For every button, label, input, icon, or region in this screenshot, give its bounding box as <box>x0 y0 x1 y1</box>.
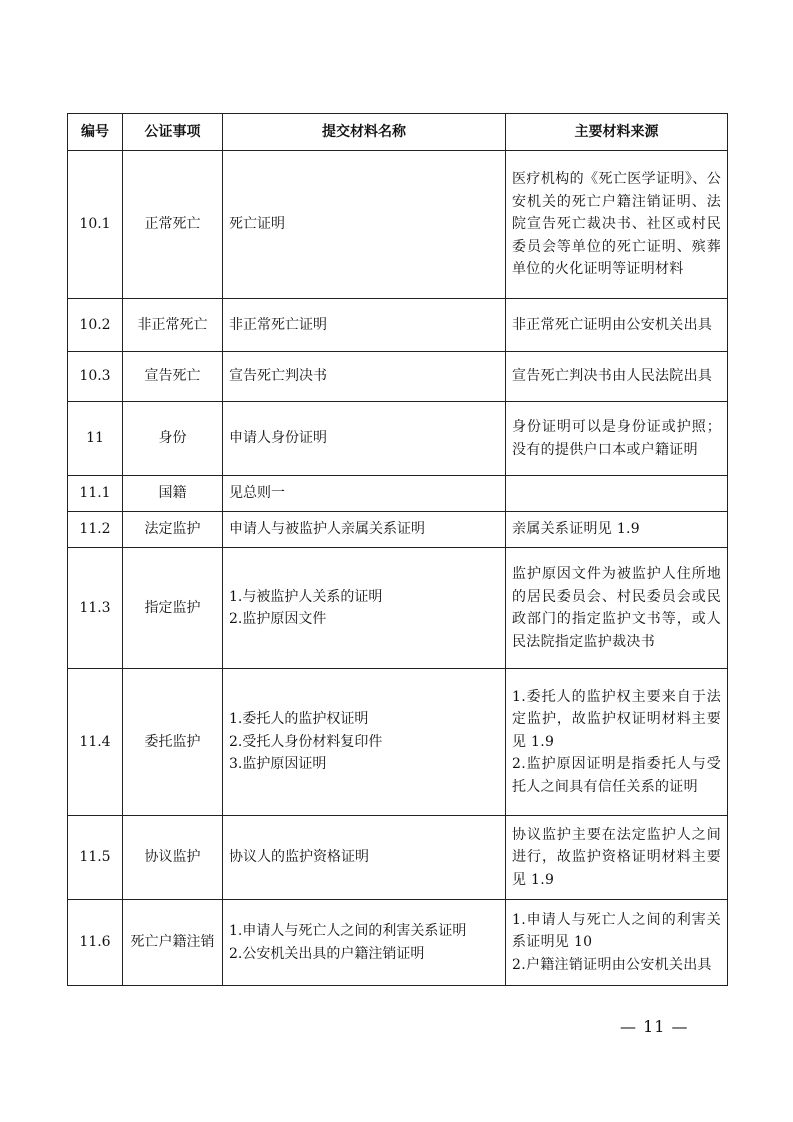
notarial-item: 国籍 <box>123 476 223 512</box>
row-number: 10.2 <box>68 299 123 352</box>
source-line: 亲属关系证明见 1.9 <box>512 521 641 538</box>
material-line: 2.公安机关出具的户籍注销证明 <box>229 945 425 962</box>
source-cell <box>506 151 728 299</box>
header-source: 主要材料来源 <box>506 114 728 151</box>
source-cell <box>506 669 728 816</box>
notarial-item: 身份 <box>123 402 223 476</box>
table-row <box>68 512 728 548</box>
source-line: 1.申请人与死亡人之间的利害关系证明见 10 <box>512 911 721 951</box>
table-row <box>68 402 728 476</box>
header-materials: 提交材料名称 <box>223 114 506 151</box>
source-line: 2.监护原因证明是指委托人与受托人之间具有信任关系的证明 <box>512 756 721 795</box>
materials-cell <box>223 669 506 816</box>
source-cell <box>506 476 728 512</box>
row-number: 10.1 <box>68 151 123 299</box>
materials-cell <box>223 816 506 900</box>
materials-cell <box>223 402 506 476</box>
materials-cell <box>223 299 506 352</box>
header-item: 公证事项 <box>123 114 223 151</box>
material-line: 1.与被监护人关系的证明 <box>229 588 383 605</box>
table-row <box>68 151 728 299</box>
row-number: 11 <box>68 402 123 476</box>
source-line: 监护原因文件为被监护人住所地的居民委员会、村民委员会或民政部门的指定监护文书等，或人民法院指定监护裁决书 <box>512 566 721 650</box>
material-line: 3.监护原因证明 <box>229 756 327 773</box>
source-line: 协议监护主要在法定监护人之间进行，故监护资格证明材料主要见 1.9 <box>512 826 721 888</box>
source-cell <box>506 548 728 669</box>
row-number: 10.3 <box>68 352 123 402</box>
table-row <box>68 476 728 512</box>
table-row <box>68 352 728 402</box>
table-row <box>68 816 728 900</box>
notarial-item: 协议监护 <box>123 816 223 900</box>
row-number: 11.2 <box>68 512 123 548</box>
source-line: 身份证明可以是身份证或护照；没有的提供户口本或户籍证明 <box>512 419 721 458</box>
source-line: 医疗机构的《死亡医学证明》、公安机关的死亡户籍注销证明、法院宣告死亡裁决书、社区或村民委员会等单位的死亡证明、殡葬单位的火化证明等证明材料 <box>512 171 721 278</box>
source-cell <box>506 900 728 986</box>
table-header-row <box>68 114 728 151</box>
source-line: 非正常死亡证明由公安机关出具 <box>512 316 713 333</box>
materials-cell <box>223 476 506 512</box>
material-line: 2.受托人身份材料复印件 <box>229 733 383 750</box>
row-number: 11.4 <box>68 669 123 816</box>
materials-table <box>67 113 728 986</box>
material-line: 申请人与被监护人亲属关系证明 <box>229 521 425 538</box>
source-cell <box>506 816 728 900</box>
material-line: 协议人的监护资格证明 <box>229 849 369 866</box>
materials-cell <box>223 512 506 548</box>
table-body <box>68 151 728 986</box>
notarial-item: 宣告死亡 <box>123 352 223 402</box>
material-line: 申请人身份证明 <box>229 430 327 447</box>
table-row <box>68 548 728 669</box>
notarial-item: 非正常死亡 <box>123 299 223 352</box>
material-line: 1.委托人的监护权证明 <box>229 711 369 728</box>
notarial-item: 死亡户籍注销 <box>123 900 223 986</box>
notarial-item: 正常死亡 <box>123 151 223 299</box>
material-line: 2.监护原因文件 <box>229 611 327 627</box>
materials-cell <box>223 352 506 402</box>
materials-cell <box>223 151 506 299</box>
notarial-item: 指定监护 <box>123 548 223 669</box>
materials-cell <box>223 900 506 986</box>
row-number: 11.1 <box>68 476 123 512</box>
source-cell <box>506 512 728 548</box>
source-line: 1.委托人的监护权主要来自于法定监护，故监护权证明材料主要见 1.9 <box>512 688 721 750</box>
material-line: 宣告死亡判决书 <box>229 368 327 385</box>
row-number: 11.3 <box>68 548 123 669</box>
row-number: 11.6 <box>68 900 123 986</box>
table-row <box>68 299 728 352</box>
material-line: 死亡证明 <box>229 216 285 233</box>
row-number: 11.5 <box>68 816 123 900</box>
table-row <box>68 900 728 986</box>
source-cell <box>506 352 728 402</box>
source-line: 宣告死亡判决书由人民法院出具 <box>512 368 713 385</box>
materials-cell <box>223 548 506 669</box>
page-number: — 11 — <box>620 1017 689 1036</box>
material-line: 非正常死亡证明 <box>229 316 327 333</box>
header-num: 编号 <box>68 114 123 151</box>
material-line: 见总则一 <box>229 485 285 502</box>
notarial-item: 委托监护 <box>123 669 223 816</box>
source-line: 2.户籍注销证明由公安机关出具 <box>512 956 712 973</box>
notarial-item: 法定监护 <box>123 512 223 548</box>
table-row <box>68 669 728 816</box>
material-line: 1.申请人与死亡人之间的利害关系证明 <box>229 923 467 939</box>
source-cell <box>506 402 728 476</box>
source-cell <box>506 299 728 352</box>
